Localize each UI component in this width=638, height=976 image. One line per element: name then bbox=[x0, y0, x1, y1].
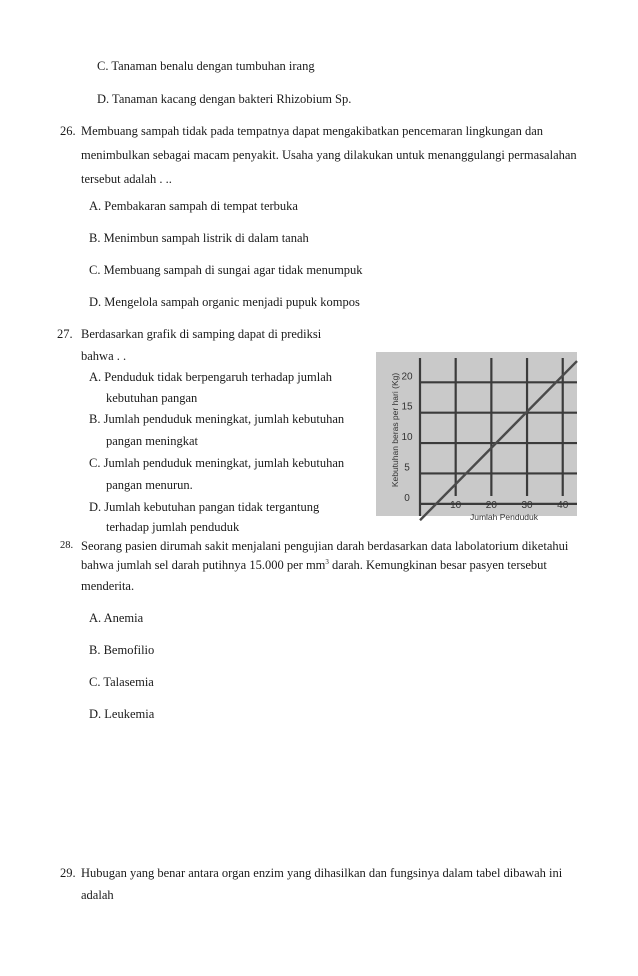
q26-stem-line-3: tersebut adalah . .. bbox=[81, 172, 172, 186]
q27-option-d: D. Jumlah kebutuhan pangan tidak tergantung bbox=[89, 500, 320, 514]
x-tick-label-30: 30 bbox=[521, 500, 533, 511]
y-tick-label-20: 20 bbox=[401, 371, 413, 383]
q27-option-a-cont: kebutuhan pangan bbox=[106, 391, 198, 405]
q26-option-d: D. Mengelola sampah organic menjadi pupuk kompos bbox=[89, 295, 360, 309]
q27-option-c-cont: pangan menurun. bbox=[106, 478, 193, 492]
y-axis-label: Kebutuhan beras per hari (Kg) bbox=[390, 372, 400, 488]
q29-number: 29. bbox=[60, 866, 76, 880]
q26-option-b: B. Menimbun sampah listrik di dalam tanah bbox=[89, 231, 309, 245]
q28-stem-line-1: Seorang pasien dirumah sakit menjalani pengujian darah berdasarkan data labolatorium diketahui bbox=[81, 539, 569, 553]
q28-stem-line-2-before: bahwa jumlah sel darah putihnya 15.000 per mm bbox=[81, 558, 326, 572]
y-tick-label-5: 5 bbox=[404, 462, 410, 474]
q27-number: 27. bbox=[57, 327, 73, 341]
q28-option-d: D. Leukemia bbox=[89, 707, 155, 721]
q28-superscript: 3 bbox=[325, 558, 329, 566]
q27-graph bbox=[376, 352, 577, 522]
q26-number: 26. bbox=[60, 124, 76, 138]
q27-option-a: A. Penduduk tidak berpengaruh terhadap jumlah bbox=[89, 370, 332, 384]
y-tick-label-10: 10 bbox=[401, 432, 413, 444]
q27-stem-line-2: bahwa . . bbox=[81, 349, 127, 363]
y-tick-label-15: 15 bbox=[401, 401, 413, 413]
q26-stem-line-2: menimbulkan sebagai macam penyakit. Usaha yang dilakukan untuk menanggulangi permasalahan bbox=[81, 148, 577, 162]
q28-option-c: C. Talasemia bbox=[89, 675, 154, 689]
q28-option-a: A. Anemia bbox=[89, 611, 144, 625]
q25-option-c: C. Tanaman benalu dengan tumbuhan irang bbox=[97, 59, 315, 73]
q28-stem-line-2-after: darah. Kemungkinan besar pasyen tersebut bbox=[328, 558, 547, 572]
q27-option-b: B. Jumlah penduduk meningkat, jumlah kebutuhan bbox=[89, 412, 345, 426]
q28-stem-line-2 bbox=[81, 557, 547, 573]
q27-option-d-cont: terhadap jumlah penduduk bbox=[106, 520, 240, 534]
x-axis-label: Jumlah Penduduk bbox=[469, 512, 539, 522]
q27-option-b-cont: pangan meningkat bbox=[106, 434, 198, 448]
x-tick-label-10: 10 bbox=[450, 500, 462, 511]
x-tick-label-20: 20 bbox=[485, 500, 497, 511]
q26-option-c: C. Membuang sampah di sungai agar tidak menumpuk bbox=[89, 263, 363, 277]
q28-stem-line-3: menderita. bbox=[81, 579, 135, 593]
q26-option-a: A. Pembakaran sampah di tempat terbuka bbox=[89, 199, 298, 213]
q25-option-d: D. Tanaman kacang dengan bakteri Rhizobium Sp. bbox=[97, 92, 352, 106]
y-tick-label-0: 0 bbox=[404, 492, 410, 504]
x-tick-label-40: 40 bbox=[557, 500, 569, 511]
q27-stem-line-1: Berdasarkan grafik di samping dapat di prediksi bbox=[81, 327, 322, 341]
q29-stem-line-2: adalah bbox=[81, 888, 114, 902]
q27-option-c: C. Jumlah penduduk meningkat, jumlah kebutuhan bbox=[89, 456, 345, 470]
q28-number: 28. bbox=[60, 540, 74, 551]
q29-stem-line-1: Hubugan yang benar antara organ enzim yang dihasilkan dan fungsinya dalam tabel dibawah ini bbox=[81, 866, 563, 880]
q28-option-b: B. Bemofilio bbox=[89, 643, 155, 657]
q26-stem-line-1: Membuang sampah tidak pada tempatnya dapat mengakibatkan pencemaran lingkungan dan bbox=[81, 124, 543, 138]
